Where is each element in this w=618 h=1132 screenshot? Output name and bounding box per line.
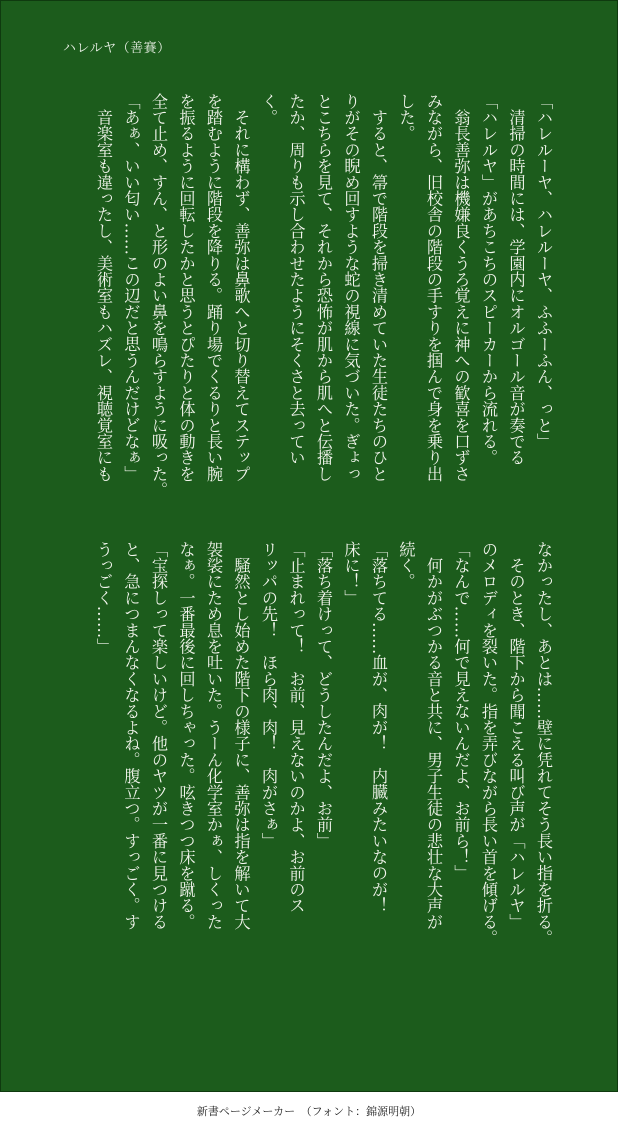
text-line: 「ハレルヤ」があちこちのスピーカーから流れる。 <box>479 93 498 466</box>
text-line: 「なんで……何で見えないんだよ、お前ら！」 <box>451 541 471 882</box>
text-line: 全て止め、すん、と形のよい鼻を鳴らすように吸った。 <box>149 93 168 498</box>
text-line: 「落ち着けって、どうしたんだよ、お前」 <box>314 541 333 849</box>
text-line: 「落ちてる……血が、肉が！ 内臓みたいなのが！ <box>369 541 388 914</box>
text-block-bottom <box>57 541 557 983</box>
text-line: 「あぁ、いい匂い……この辺だと思うんだけどなぁ」 <box>121 93 141 482</box>
text-line: 「ハレルーヤ、ハレルーヤ、ふふーふん、っと」 <box>534 93 553 450</box>
text-line: を振るように回転したかと思うとぴたりと体の動きを <box>176 93 196 482</box>
text-line: たか、周りも示し合わせたようにそくさと去ってい <box>286 93 306 466</box>
footer-credit: 新書ページメーカー （フォント：錦源明朝） <box>196 1105 422 1118</box>
text-line: なぁ。一番最後に回しちゃった。呟きつつ床を蹴る。 <box>176 541 196 930</box>
page-title: ハレルヤ（善賽） <box>63 41 171 56</box>
text-line: 床に！」 <box>341 541 361 606</box>
text-line: 袈裟にため息を吐いた。うーん化学室かぁ、しくった <box>204 541 223 930</box>
text-line: 清掃の時間には、学園内にオルゴール音が奏でる <box>506 93 526 466</box>
text-line: 騒然とし始めた階下の様子に、善弥は指を解いて大 <box>231 541 251 930</box>
text-line: すると、箒で階段を掃き清めていた生徒たちのひと <box>369 93 388 482</box>
text-line: 何かがぶつかる音と共に、男子生徒の悲壮な大声が <box>424 541 443 930</box>
text-line: 「止まれって！ お前、見えないのかよ、お前のス <box>286 541 306 914</box>
text-line: 翁長善弥は機嫌良くうろ覚えに神への歓喜を口ずさ <box>451 93 471 482</box>
text-line: 「宝探しって楽しいけど。他のヤツが一番に見つける <box>149 541 168 930</box>
text-block-top <box>57 93 557 535</box>
text-line: した。 <box>396 93 416 142</box>
text-line: うっごく……」 <box>94 541 113 655</box>
text-line: みながら、旧校舎の階段の手すりを掴んで身を乗り出 <box>424 93 443 482</box>
text-line: なかったし、あとは……壁に凭れてそう長い指を折る。 <box>534 541 553 946</box>
text-line: 続く。 <box>396 541 416 590</box>
text-line: のメロディを裂いた。指を弄びながら長い首を傾げる。 <box>479 541 498 946</box>
text-line: く。 <box>259 93 278 126</box>
text-line: と、急につまんなくなるよね。腹立つ。すっごく。す <box>121 541 141 930</box>
text-line: それに構わず、善弥は鼻歌へと切り替えてステップ <box>231 93 251 482</box>
text-line: を踏むように階段を降りる。踊り場でくるりと長い腕 <box>204 93 223 482</box>
text-line: とこちらを見て、それから恐怖が肌から肌へと伝播し <box>314 93 333 482</box>
text-line: そのとき、階下から聞こえる叫び声が「ハレルヤ」 <box>506 541 526 930</box>
text-line: リッパの先！ ほら肉、肉！ 肉がさぁ」 <box>259 541 278 849</box>
text-line: 音楽室も違ったし、美術室もハズレ、視聴覚室にも <box>94 93 113 482</box>
text-line: りがその睨め回すような蛇の視線に気づいた。ぎょっ <box>341 93 361 482</box>
